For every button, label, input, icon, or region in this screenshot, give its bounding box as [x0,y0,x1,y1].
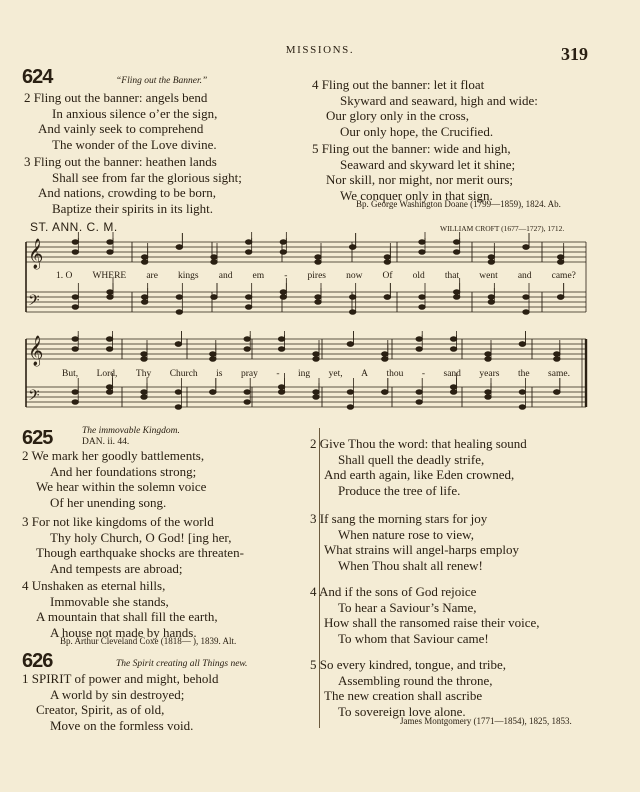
verse-line: Thy holy Church, O God! [ing her, [50,529,232,545]
hymn-625-verse-3 [22,514,244,576]
note-head [245,240,251,245]
hymn-625-verse-4 [22,578,218,640]
verse-line: When nature rose to view, [338,526,474,542]
note-head [72,337,78,342]
note-head [554,357,560,362]
note-head [347,405,353,410]
lyric-syllable: Thy [135,369,152,379]
verse-line: To whom that Saviour came! [338,630,489,646]
note-head [315,300,321,305]
note-head [141,395,147,400]
note-head [244,390,250,395]
hymn-626-verse-3 [310,511,519,573]
lyric-syllable: Church [169,369,198,379]
note-head [278,347,284,352]
hymn-626-attribution: James Montgomery (1771—1854), 1825, 1853. [400,716,572,726]
verse-line: A house not made by hands. [50,624,197,640]
verse-line: We conquer only in that sign. [340,187,493,203]
hymn-625-scripture: DAN. ii. 44. [82,437,130,447]
note-head [245,305,251,310]
note-head [313,352,319,357]
verse-line: A world by sin destroyed; [50,686,185,702]
verse-line: And nations, crowding to be born, [38,185,217,201]
note-head [488,260,494,265]
bass-clef-icon: 𝄢 [28,292,40,312]
note-head [141,300,147,305]
verse-line: Seaward and skyward let it shine; [340,156,516,172]
note-head [416,337,422,342]
note-head [313,357,319,362]
verse-line: Shall quell the deadly strife, [338,451,485,467]
lyric-syllable: pray [241,369,258,379]
lyric-syllable: - [284,271,288,281]
lyric-syllable: WHERE [92,271,127,281]
note-head [519,390,525,395]
tune-name: ST. ANN. C. M. [30,220,118,234]
note-head [72,347,78,352]
hymn-number-625: 625 [22,427,53,449]
note-head [244,347,250,352]
lyric-syllable: yet, [328,369,343,379]
note-head [278,390,284,395]
note-head [72,390,78,395]
note-head [384,255,390,260]
verse-line: Creator, Spirit, as of old, [36,702,165,718]
note-head [315,260,321,265]
note-head [450,390,456,395]
verse-line: And earth again, like Eden crowned, [324,467,515,483]
note-head [453,240,459,245]
verse-line: Nor skill, nor might, nor merit ours; [326,172,514,188]
note-head [485,352,491,357]
verse-line: 4 And if the sons of God rejoice [310,584,477,599]
note-head [313,390,319,395]
lyric-syllable: pires [307,271,326,281]
verse-line: Baptize their spirits in its light. [52,200,214,216]
verse-line: 4 Fling out the banner: let it float [312,77,485,92]
verse-line: 3 For not like kingdoms of the world [22,514,214,529]
verse-line: Our only hope, the Crucified. [340,123,494,139]
hymn-624-verse-2 [24,90,218,152]
note-head [72,400,78,405]
lyric-syllable: kings [178,271,199,281]
verse-line: And vainly seek to comprehend [38,121,204,137]
lyric-syllable: 1. O [56,271,73,281]
note-head [210,390,216,395]
hymn-626-verse-4 [310,584,540,646]
note-head [416,390,422,395]
lyric-syllable: sand [443,369,461,379]
note-head [210,357,216,362]
verse-line: 2 Give Thou the word: that healing sound [310,436,527,451]
note-head [141,295,147,300]
treble-clef-icon: 𝄞 [28,239,44,268]
lyric-syllable: is [216,369,223,379]
lyric-syllable: thou [386,369,404,379]
note-head [278,385,284,390]
lyric-syllable: the [517,369,530,379]
lyric-syllable: ing [298,369,311,379]
note-head [523,295,529,300]
verse-line: What strains will angel-harps employ [324,542,519,558]
note-head [141,255,147,260]
note-head [280,290,286,295]
note-head [488,255,494,260]
note-head [141,357,147,362]
lyrics-line-1 [56,271,576,281]
lyric-syllable: - [276,369,280,379]
lyric-syllable: and [517,271,532,281]
verse-line: To hear a Saviour’s Name, [338,599,477,615]
verse-line: Move on the formless void. [50,717,194,733]
hymn-624-verse-3 [24,154,242,216]
hymn-625-attribution: Bp. Arthur Cleveland Coxe (1818— ), 1839. Alt. [60,636,237,646]
hymn-625-verse-2 [22,448,207,510]
lyrics-line-2 [62,369,570,379]
note-head [554,390,560,395]
note-head [450,337,456,342]
note-head [278,337,284,342]
lyric-syllable: em [252,271,265,281]
verse-line: Shall see from far the glorious sight; [52,169,242,185]
note-head [349,245,355,250]
verse-line: And tempests are abroad; [50,560,183,576]
note-head [176,310,182,315]
note-head [384,295,390,300]
treble-clef-icon: 𝄞 [28,336,44,365]
note-head [107,295,113,300]
verse-line: 2 We mark her goodly battlements, [22,448,205,463]
note-head [523,310,529,315]
hymn-626-verse-5 [310,657,507,719]
note-head [280,295,286,300]
note-head [382,390,388,395]
verse-line: How shall the ransomed raise their voice, [324,615,540,631]
lyric-syllable: same. [548,369,570,379]
note-head [245,250,251,255]
note-head [176,245,182,250]
note-head [453,250,459,255]
note-head [210,352,216,357]
lyric-syllable: A [361,369,368,379]
note-head [453,290,459,295]
note-head [485,390,491,395]
note-head [315,255,321,260]
verse-line: The wonder of the Love divine. [52,136,217,152]
lyric-syllable: But, [62,369,79,379]
note-head [176,295,182,300]
note-head [557,255,563,260]
verse-line: Produce the tree of life. [338,482,461,498]
note-head [72,305,78,310]
verse-line: Skyward and seaward, high and wide: [340,92,538,108]
note-head [349,295,355,300]
verse-line: We hear within the solemn voice [36,479,207,495]
note-head [141,260,147,265]
note-head [349,310,355,315]
note-head [313,395,319,400]
verse-line: 3 Fling out the banner: heathen lands [24,154,217,169]
hymn-624-verse-5 [312,141,516,203]
hymn-number-624: 624 [22,66,53,88]
lyric-syllable: Lord, [96,369,118,379]
note-head [453,295,459,300]
note-head [557,295,563,300]
verse-line: Assembling round the throne, [338,672,493,688]
note-head [280,250,286,255]
verse-line: And her foundations strong; [50,463,197,479]
note-head [141,352,147,357]
note-head [175,342,181,347]
bass-clef-icon: 𝄢 [28,387,40,407]
lyric-syllable: and [218,271,233,281]
verse-line: 3 If sang the morning stars for joy [310,511,488,526]
hymn-625-subtitle: The immovable Kingdom. [82,426,180,436]
note-head [72,295,78,300]
note-head [488,295,494,300]
note-head [107,250,113,255]
note-head [450,347,456,352]
note-head [519,405,525,410]
note-head [141,390,147,395]
lyric-syllable: now [346,271,363,281]
note-head [554,352,560,357]
note-head [106,347,112,352]
hymn-number-626: 626 [22,650,53,672]
lyric-syllable: old [412,271,425,281]
verse-line: Immovable she stands, [50,593,169,609]
note-head [244,400,250,405]
hymn-624-subtitle: “Fling out the Banner.” [116,76,208,86]
hymn-624-attribution: Bp. George Washington Doane (1799—1859), 1824. Ab. [356,199,561,209]
note-head [416,400,422,405]
verse-line: Our glory only in the cross, [326,108,469,124]
verse-line: When Thou shalt all renew! [338,557,483,573]
verse-line: Though earthquake shocks are threaten- [36,545,244,561]
note-head [384,260,390,265]
note-head [488,300,494,305]
running-header: MISSIONS. [285,44,355,56]
note-head [106,390,112,395]
note-head [382,357,388,362]
lyric-syllable: came? [551,271,576,281]
note-head [416,347,422,352]
note-head [72,250,78,255]
note-head [244,337,250,342]
verse-line: Of her unending song. [50,494,167,510]
note-head [245,295,251,300]
hymn-626-verse-1 [22,671,219,733]
note-head [347,342,353,347]
note-head [106,337,112,342]
verse-line: 5 So every kindred, tongue, and tribe, [310,657,507,672]
note-head [419,240,425,245]
note-head [106,385,112,390]
lyric-syllable: - [421,369,426,379]
lyric-syllable: Of [382,271,393,281]
page-number: 319 [561,44,588,64]
verse-line: 5 Fling out the banner: wide and high, [312,141,511,156]
note-head [280,240,286,245]
note-head [315,295,321,300]
lyric-syllable: are [146,271,158,281]
column-divider [319,428,320,728]
note-head [450,385,456,390]
note-head [175,390,181,395]
lyric-syllable: years [479,369,500,379]
note-head [485,395,491,400]
hymn-626-verse-2 [310,436,527,498]
note-head [557,260,563,265]
verse-line: 4 Unshaken as eternal hills, [22,578,166,593]
note-head [523,245,529,250]
note-head [382,352,388,357]
verse-line: A mountain that shall fill the earth, [36,609,218,625]
note-head [419,295,425,300]
note-head [419,305,425,310]
verse-line: The new creation shall ascribe [324,688,483,704]
note-head [347,390,353,395]
note-head [107,240,113,245]
hymn-624-verse-4 [312,77,538,139]
verse-line: 1 SPIRIT of power and might, behold [22,671,219,686]
lyric-syllable: went [479,271,498,281]
note-head [419,250,425,255]
verse-line: To sovereign love alone. [338,703,466,719]
verse-line: 2 Fling out the banner: angels bend [24,90,208,105]
note-head [107,290,113,295]
verse-line: In anxious silence o’er the sign, [52,105,218,121]
tune-composer: WILLIAM CROFT (1677—1727), 1712. [440,224,565,233]
note-head [519,342,525,347]
note-head [175,405,181,410]
note-head [485,357,491,362]
note-head [72,240,78,245]
lyric-syllable: that [444,271,460,281]
hymn-626-subtitle: The Spirit creating all Things new. [116,659,248,669]
